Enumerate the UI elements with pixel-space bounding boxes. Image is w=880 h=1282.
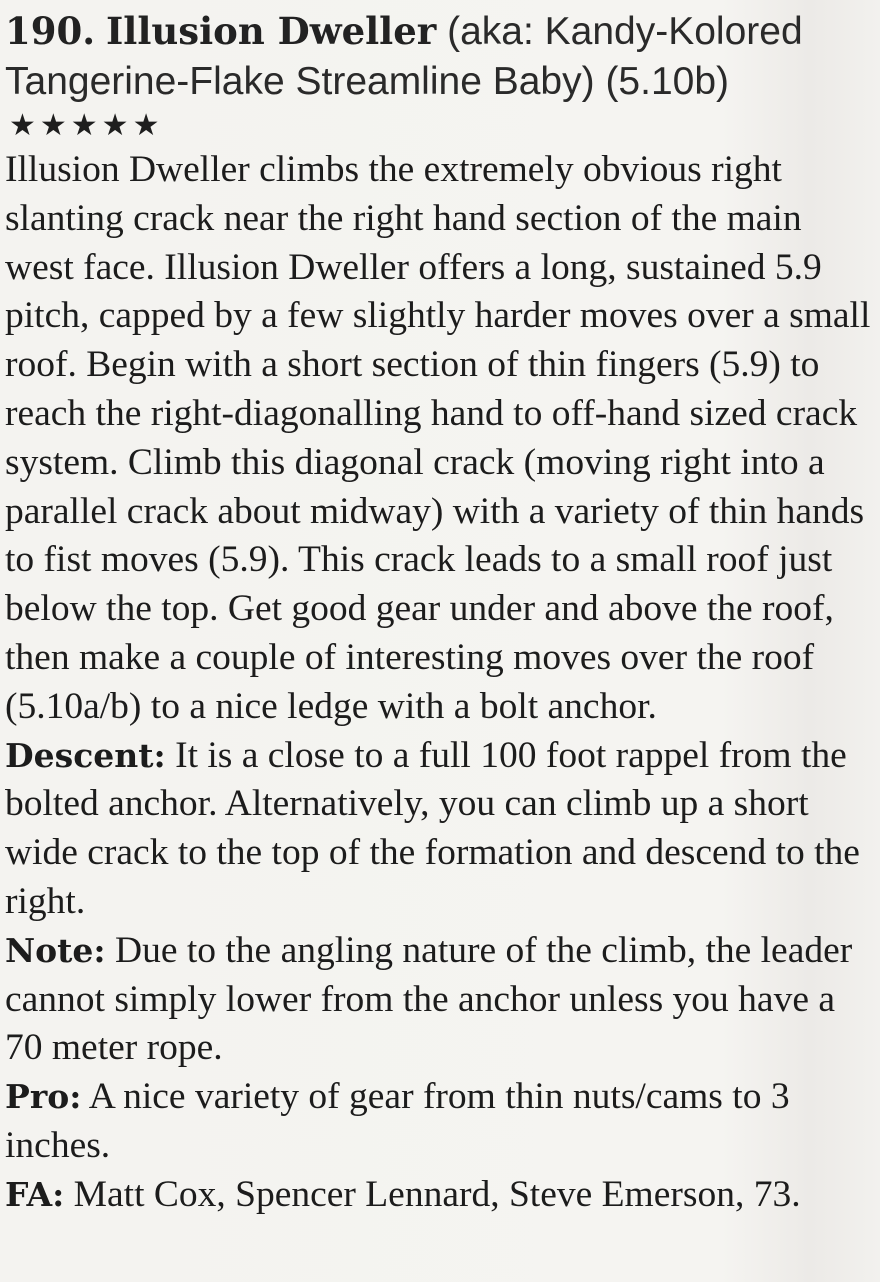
route-description: Illusion Dweller climbs the extremely obvious right slanting crack near the right hand section of the main west face. Illusion Dweller offers a long, sustained 5.9 pitch, capped by a few slightly harder moves over a small roof. Begin with a short section of thin fingers (5.9) to reach the right-diagonalling hand to off-hand sized crack system. Climb this diagonal crack (moving right into a parallel crack about midway) with a variety of thin hands to fist moves (5.9). This crack leads to a small roof just below the top. Get good gear under and above the roof, then make a couple of interesting moves over the roof (5.10a/b) to a nice ledge with a bolt anchor.: [5, 149, 871, 727]
descent-label: Descent:: [5, 735, 166, 775]
note-text: Due to the angling nature of the climb, the leader cannot simply lower from the anchor unless you have a 70 meter rope.: [5, 929, 853, 1069]
fa-label: FA:: [5, 1174, 65, 1214]
note-label: Note:: [5, 930, 106, 970]
route-number: 190.: [5, 9, 96, 53]
route-body: [5, 146, 877, 1220]
descent-section: [5, 732, 877, 927]
pro-section: [5, 1073, 877, 1171]
star-rating: ★★★★★: [9, 108, 164, 143]
note-section: [5, 927, 877, 1073]
descent-text: It is a close to a full 100 foot rappel from the bolted anchor. Alternatively, you can climb up a short wide crack to the top of the formation and descend to the right.: [5, 734, 860, 922]
fa-text: Matt Cox, Spencer Lennard, Steve Emerson, 73.: [73, 1173, 801, 1215]
route-name: Illusion Dweller: [105, 9, 437, 53]
pro-text: A nice variety of gear from thin nuts/cams to 3 inches.: [5, 1076, 790, 1166]
route-alt-name-grade: (aka: Kandy-Kolored Tangerine-Flake Streamline Baby) (5.10b): [5, 10, 803, 103]
route-header: [5, 6, 875, 107]
pro-label: Pro:: [5, 1077, 82, 1117]
fa-section: [5, 1171, 877, 1220]
